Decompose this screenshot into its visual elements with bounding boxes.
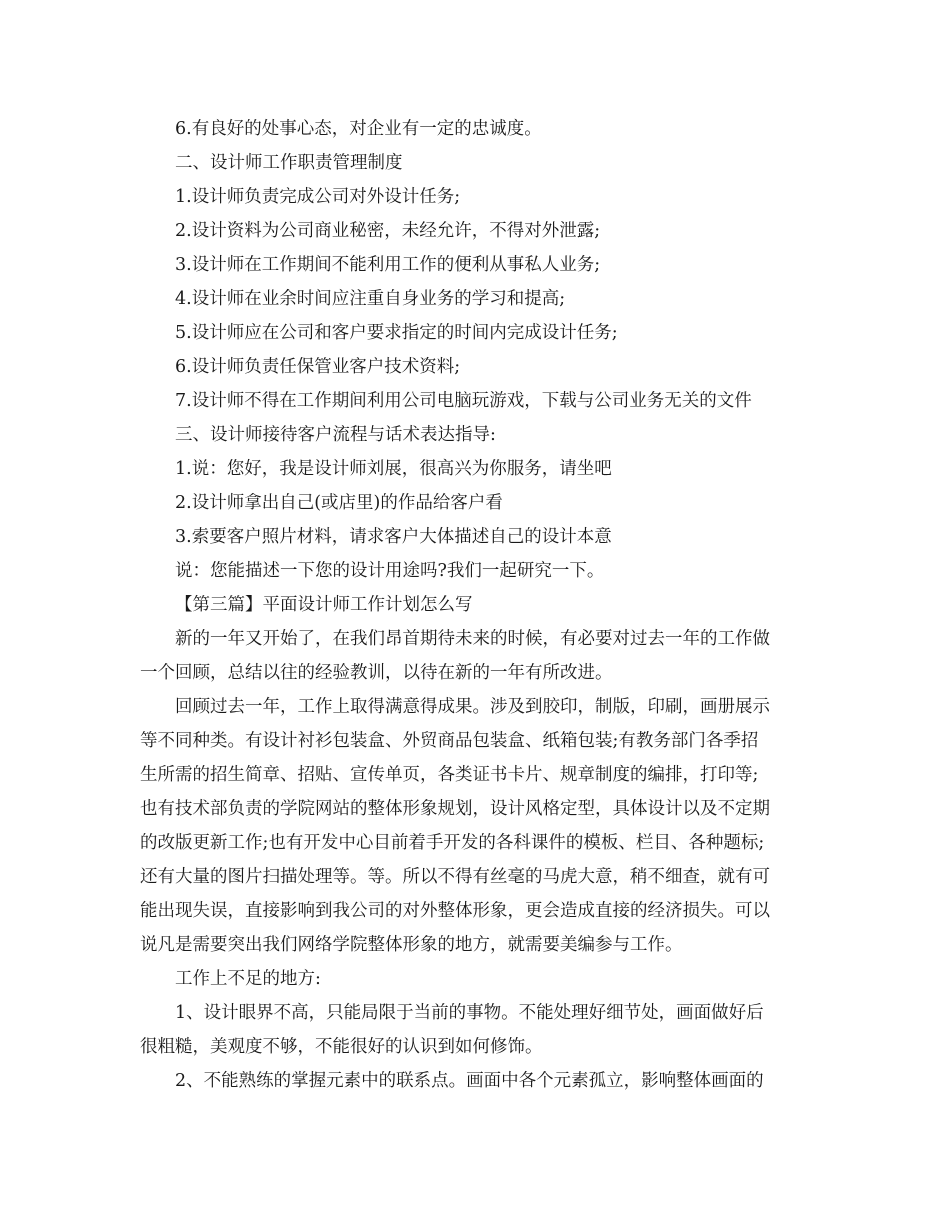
text-line-14: 说：您能描述一下您的设计用途吗?我们一起研究一下。 — [175, 561, 605, 581]
text-line-13: 3.索要客户照片材料，请求客户大体描述自己的设计本意 — [175, 527, 612, 547]
paragraph-line: 能出现失误，直接影响到我公司的对外整体形象，更会造成直接的经济损失。可以 — [140, 901, 770, 921]
paragraph-line: 2、不能熟练的掌握元素中的联系点。画面中各个元素孤立，影响整体画面的 — [175, 1071, 764, 1091]
paragraph-line: 的改版更新工作;也有开发中心目前着手开发的各科课件的模板、栏目、各种题标; — [140, 833, 765, 853]
section-heading-3: 三、设计师接待客户流程与话术表达指导: — [175, 425, 496, 445]
paragraph-line: 很粗糙，美观度不够，不能很好的认识到如何修饰。 — [140, 1037, 543, 1057]
text-line-9: 7.设计师不得在工作期间利用公司电脑玩游戏，下载与公司业务无关的文件 — [175, 391, 752, 411]
paragraph-line: 1、设计眼界不高，只能局限于当前的事物。不能处理好细节处，画面做好后 — [175, 1003, 764, 1023]
text-line-5: 3.设计师在工作期间不能利用工作的便利从事私人业务; — [175, 255, 601, 275]
paragraph-line: 新的一年又开始了，在我们昂首期待未来的时候，有必要对过去一年的工作做 — [175, 629, 770, 649]
paragraph-line: 也有技术部负责的学院网站的整体形象规划，设计风格定型，具体设计以及不定期 — [140, 799, 770, 819]
text-line-1: 6.有良好的处事心态，对企业有一定的忠诚度。 — [175, 119, 542, 139]
text-line-3: 1.设计师负责完成公司对外设计任务; — [175, 187, 461, 207]
text-line-7: 5.设计师应在公司和客户要求指定的时间内完成设计任务; — [175, 323, 618, 343]
paragraph-line: 还有大量的图片扫描处理等。等。所以不得有丝毫的马虎大意，稍不细查，就有可 — [140, 867, 770, 887]
text-line-6: 4.设计师在业余时间应注重自身业务的学习和提高; — [175, 289, 566, 309]
text-line-4: 2.设计资料为公司商业秘密，未经允许，不得对外泄露; — [175, 221, 601, 241]
text-line-12: 2.设计师拿出自己(或店里)的作品给客户看 — [175, 493, 503, 513]
paragraph-line: 等不同种类。有设计衬衫包装盒、外贸商品包装盒、纸箱包装;有教务部门各季招 — [140, 731, 759, 751]
text-line-8: 6.设计师负责任保管业客户技术资料; — [175, 357, 461, 377]
article-title: 【第三篇】平面设计师工作计划怎么写 — [175, 595, 473, 615]
paragraph-line: 回顾过去一年，工作上取得满意得成果。涉及到胶印，制版，印刷，画册展示 — [175, 697, 770, 717]
subheading-shortcomings: 工作上不足的地方: — [175, 969, 321, 989]
text-line-11: 1.说：您好，我是设计师刘展，很高兴为你服务，请坐吧 — [175, 459, 612, 479]
paragraph-line: 一个回顾，总结以往的经验教训，以待在新的一年有所改进。 — [140, 663, 613, 683]
paragraph-line: 生所需的招生简章、招贴、宣传单页，各类证书卡片、规章制度的编排，打印等; — [140, 765, 759, 785]
paragraph-line: 说凡是需要突出我们网络学院整体形象的地方，就需要美编参与工作。 — [140, 935, 683, 955]
section-heading-2: 二、设计师工作职责管理制度 — [175, 153, 403, 173]
